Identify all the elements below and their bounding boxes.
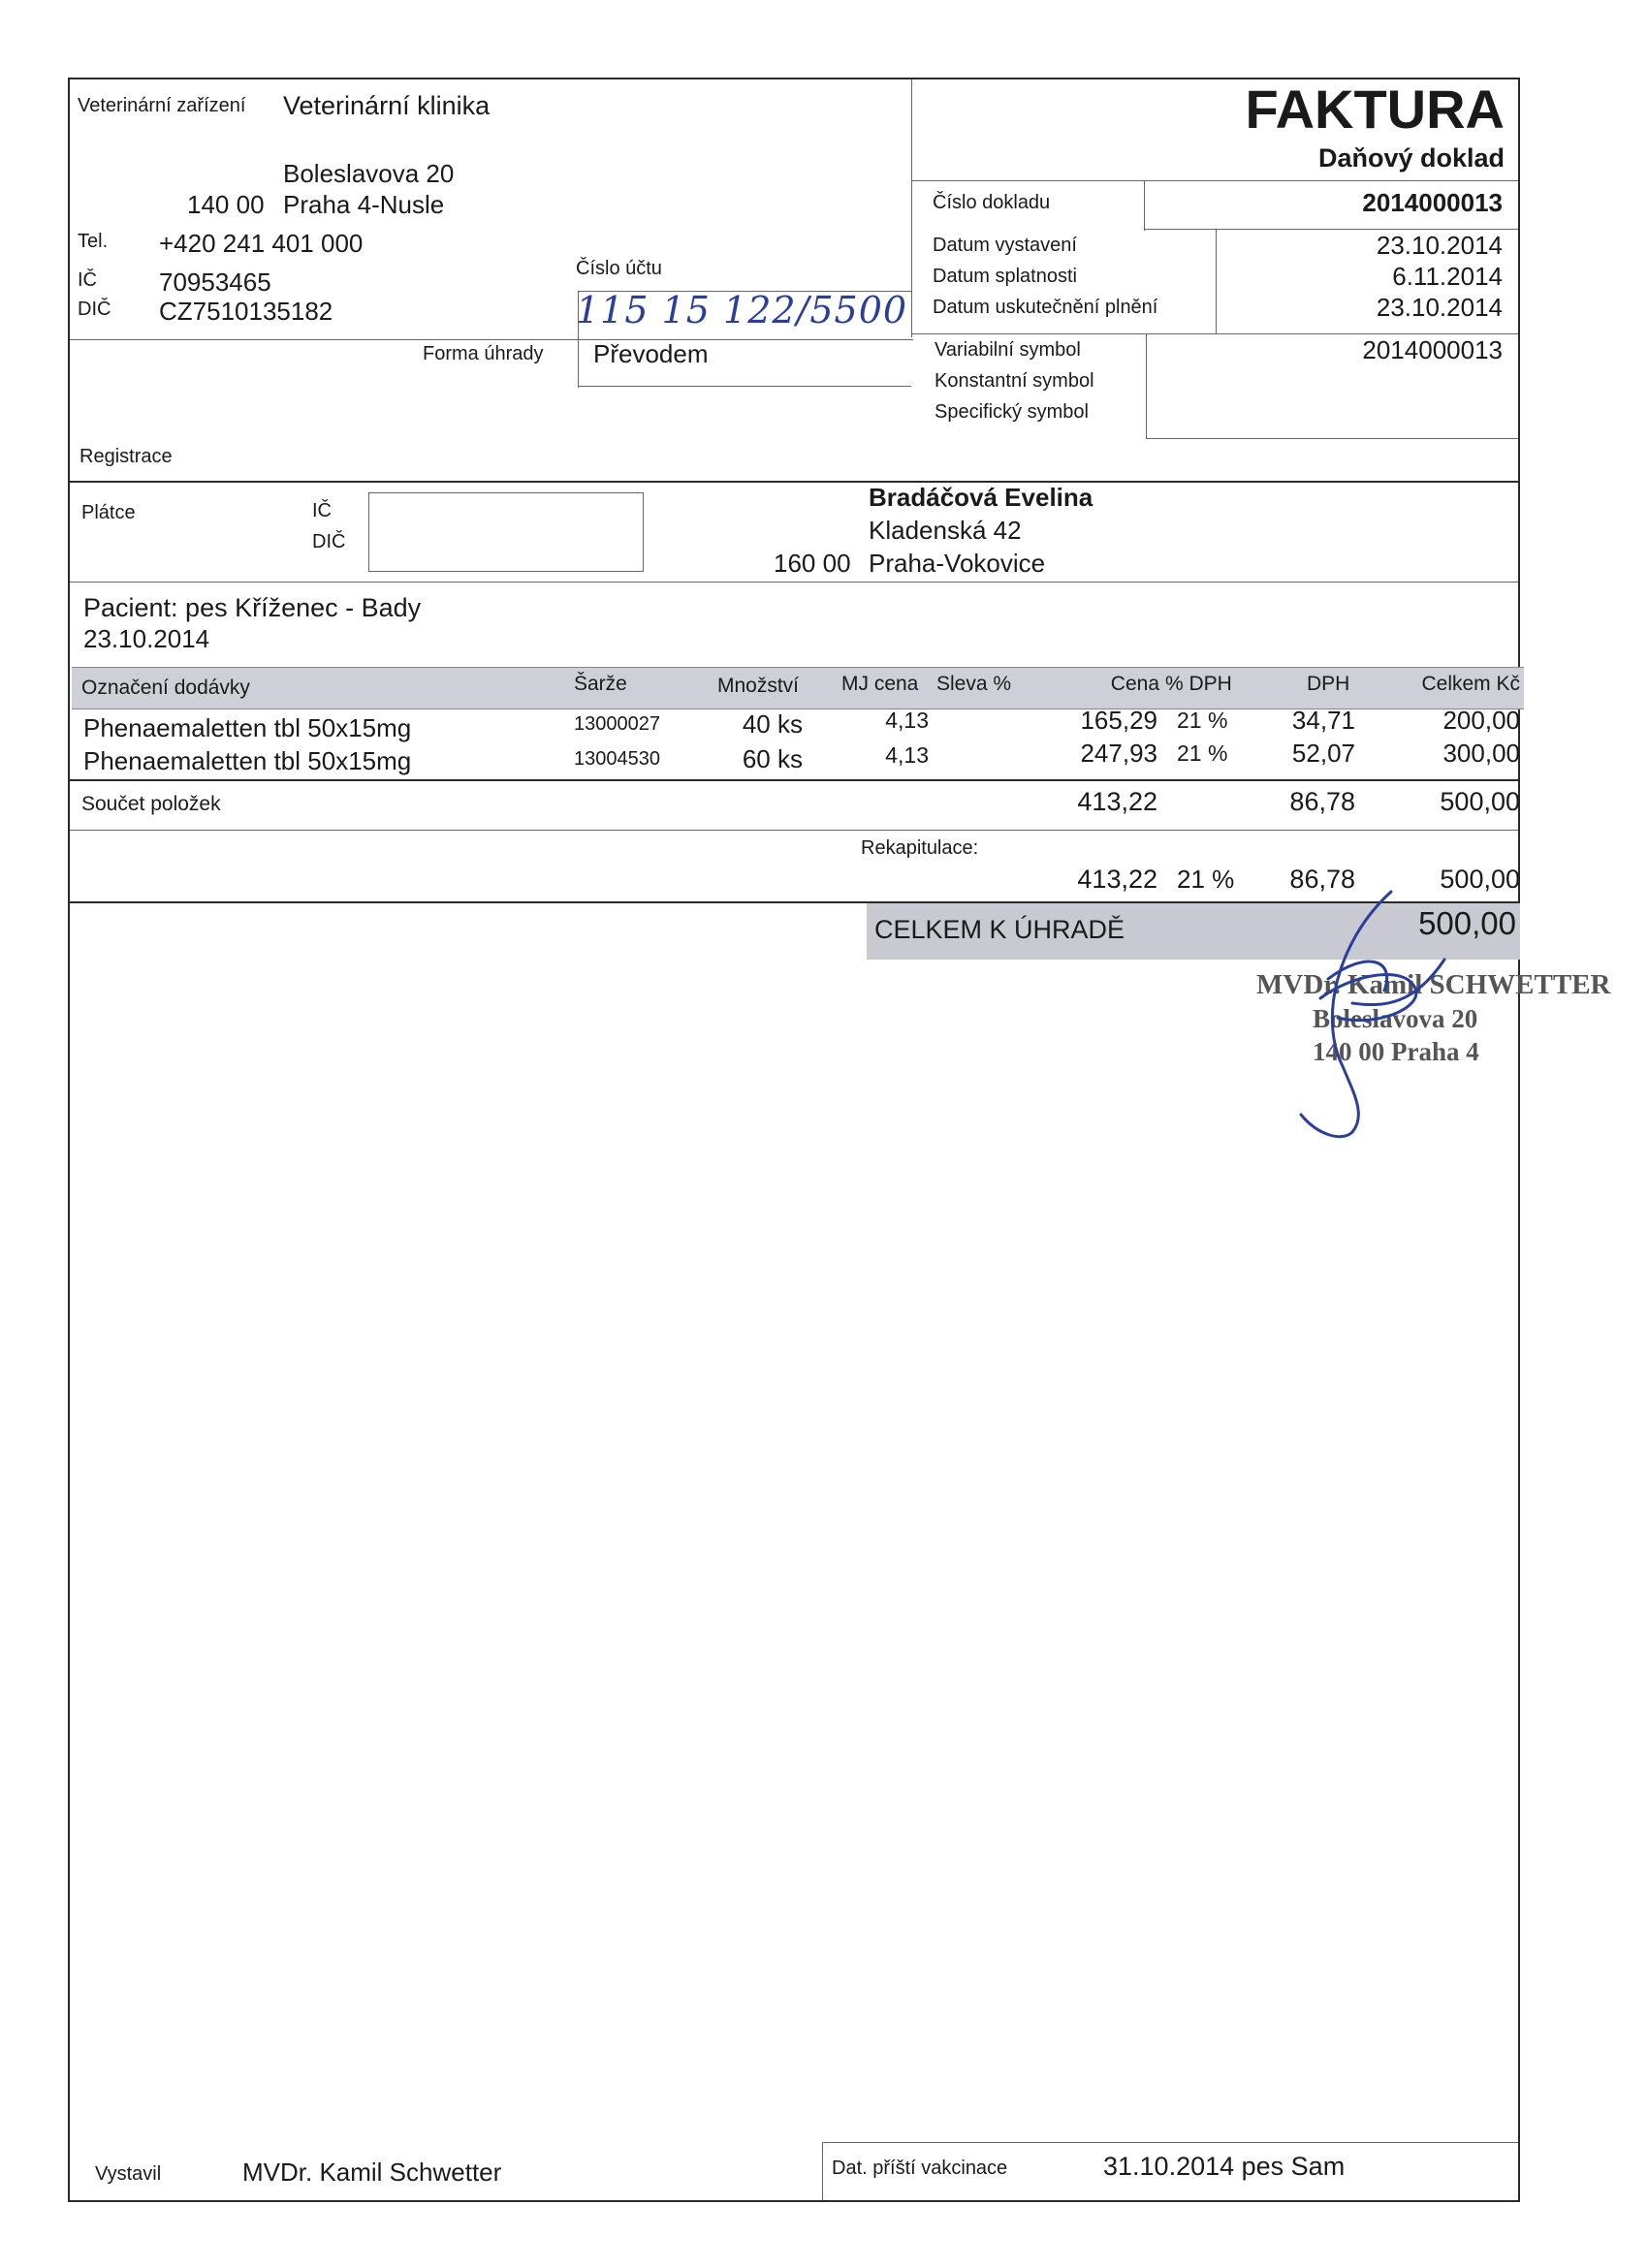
issued-by-label: Vystavil (95, 2163, 162, 2185)
account-number-handwritten: 115 15 122/5500 (576, 289, 908, 331)
payer-name: Bradáčová Evelina (869, 483, 1093, 512)
row-1-price: 165,29 (1080, 706, 1157, 735)
supply-date-label: Datum uskutečnění plnění (933, 297, 1158, 318)
recap-total: 500,00 (1440, 865, 1520, 894)
stamp-line-3: 140 00 Praha 4 (1313, 1037, 1479, 1066)
sum-total: 500,00 (1440, 787, 1520, 816)
col-header-discount: Sleva % (936, 673, 1012, 695)
sum-topline (70, 779, 1520, 781)
patient-date: 23.10.2014 (83, 624, 210, 653)
payer-street: Kladenská 42 (869, 516, 1022, 545)
sum-bottomline (70, 830, 1518, 831)
row-1-batch: 13000027 (574, 713, 660, 735)
account-box-bottom (578, 386, 911, 387)
frame-left (68, 78, 70, 2202)
clinic-city: Praha 4-Nusle (283, 190, 445, 219)
col-header-price: Cena (1110, 673, 1159, 695)
row-2-vat-rate: 21 % (1177, 740, 1228, 766)
col-header-unit-price: MJ cena (841, 673, 919, 695)
grand-total-value: 500,00 (1418, 905, 1516, 941)
doc-number: 2014000013 (1362, 188, 1503, 217)
footer-topline (822, 2142, 1518, 2143)
row-2-qty: 60 ks (742, 744, 803, 773)
col-header-batch: Šarže (574, 673, 627, 695)
invoice-subtitle: Daňový doklad (1317, 143, 1505, 173)
symbols-bottom (1146, 438, 1518, 439)
registration-label: Registrace (79, 446, 173, 467)
payment-value: Převodem (593, 339, 709, 368)
issued-by-value: MVDr. Kamil Schwetter (242, 2158, 502, 2187)
specific-symbol-label: Specifický symbol (935, 401, 1089, 423)
row-1-qty: 40 ks (742, 709, 803, 739)
row-1-vat-rate: 21 % (1177, 708, 1228, 733)
row-2-vat: 52,07 (1291, 739, 1355, 768)
signature (1260, 882, 1454, 1144)
ic-label: IČ (78, 269, 97, 291)
payer-topline (70, 481, 1518, 483)
dates-bottom (911, 333, 1518, 334)
patient-line: Pacient: pes Kříženec - Bady (83, 593, 422, 622)
row-2-total: 300,00 (1442, 739, 1520, 768)
clinic-name: Veterinární klinika (283, 91, 491, 120)
constant-symbol-label: Konstantní symbol (935, 370, 1094, 392)
supply-date: 23.10.2014 (1376, 293, 1503, 322)
header-divider (911, 79, 912, 337)
row-2-item: Phenaemaletten tbl 50x15mg (83, 746, 412, 775)
sum-vat: 86,78 (1289, 787, 1355, 816)
doc-number-box-left (1144, 180, 1145, 231)
tel-label: Tel. (78, 231, 109, 252)
col-header-vat: DPH (1307, 673, 1350, 695)
dates-box-left (1216, 229, 1217, 333)
invoice-title: FAKTURA (1245, 79, 1505, 140)
recap-label: Rekapitulace: (861, 837, 979, 859)
clinic-street: Boleslavova 20 (283, 159, 455, 188)
payer-label: Plátce (81, 502, 136, 523)
payment-label: Forma úhrady (423, 343, 544, 364)
row-1-unit-price: 4,13 (885, 708, 929, 733)
payer-ic-label: IČ (312, 500, 332, 521)
col-header-total: Celkem Kč (1421, 673, 1520, 695)
clinic-zip: 140 00 (187, 190, 265, 219)
sum-price: 413,22 (1077, 787, 1157, 816)
payer-zip: 160 00 (774, 549, 851, 578)
next-vaccination-label: Dat. příští vakcinace (832, 2158, 1008, 2179)
row-1-vat: 34,71 (1291, 706, 1355, 735)
footer-divider (822, 2142, 823, 2200)
payer-dic-label: DIČ (312, 531, 346, 552)
recap-vat-rate: 21 % (1177, 865, 1235, 894)
sum-label: Součet položek (81, 793, 221, 815)
row-2-batch: 13004530 (574, 748, 660, 770)
grand-total-label: CELKEM K ÚHRADĚ (874, 915, 1125, 944)
recap-price: 413,22 (1077, 865, 1157, 894)
dic-label: DIČ (78, 299, 111, 320)
variable-symbol: 2014000013 (1362, 335, 1503, 364)
row-2-price: 247,93 (1080, 739, 1157, 768)
row-1-total: 200,00 (1442, 706, 1520, 735)
recap-vat: 86,78 (1289, 865, 1355, 894)
variable-symbol-label: Variabilní symbol (935, 339, 1081, 361)
row-1-item: Phenaemaletten tbl 50x15mg (83, 713, 412, 742)
facility-label: Veterinární zařízení (78, 95, 246, 116)
payer-box (368, 492, 644, 572)
frame-bottom (68, 2200, 1520, 2202)
col-header-item: Označení dodávky (81, 677, 250, 699)
clinic-underline (70, 339, 913, 340)
next-vaccination-value: 31.10.2014 pes Sam (1103, 2152, 1346, 2181)
stamp-line-2: Boleslavova 20 (1313, 1004, 1478, 1033)
issue-date: 23.10.2014 (1376, 231, 1503, 260)
col-header-qty: Množství (717, 675, 800, 697)
account-label: Číslo účtu (576, 258, 662, 279)
doc-number-topline (911, 180, 1518, 181)
symbols-box-left (1146, 333, 1147, 438)
issue-date-label: Datum vystavení (933, 235, 1077, 256)
payer-city: Praha-Vokovice (869, 549, 1046, 578)
due-date: 6.11.2014 (1392, 262, 1503, 291)
doc-number-box-bottom (1144, 229, 1518, 230)
dic-value: CZ7510135182 (159, 297, 333, 326)
ic-value: 70953465 (159, 268, 271, 297)
stamp-line-1: MVDr. Kamil SCHWETTER (1256, 969, 1611, 1000)
payer-bottomline (70, 582, 1518, 583)
due-date-label: Datum splatnosti (933, 266, 1077, 287)
tel-value: +420 241 401 000 (159, 229, 364, 258)
frame-right (1518, 78, 1520, 2202)
doc-number-label: Číslo dokladu (933, 192, 1051, 213)
col-header-vat-rate: % DPH (1165, 673, 1232, 695)
row-2-unit-price: 4,13 (885, 742, 929, 768)
